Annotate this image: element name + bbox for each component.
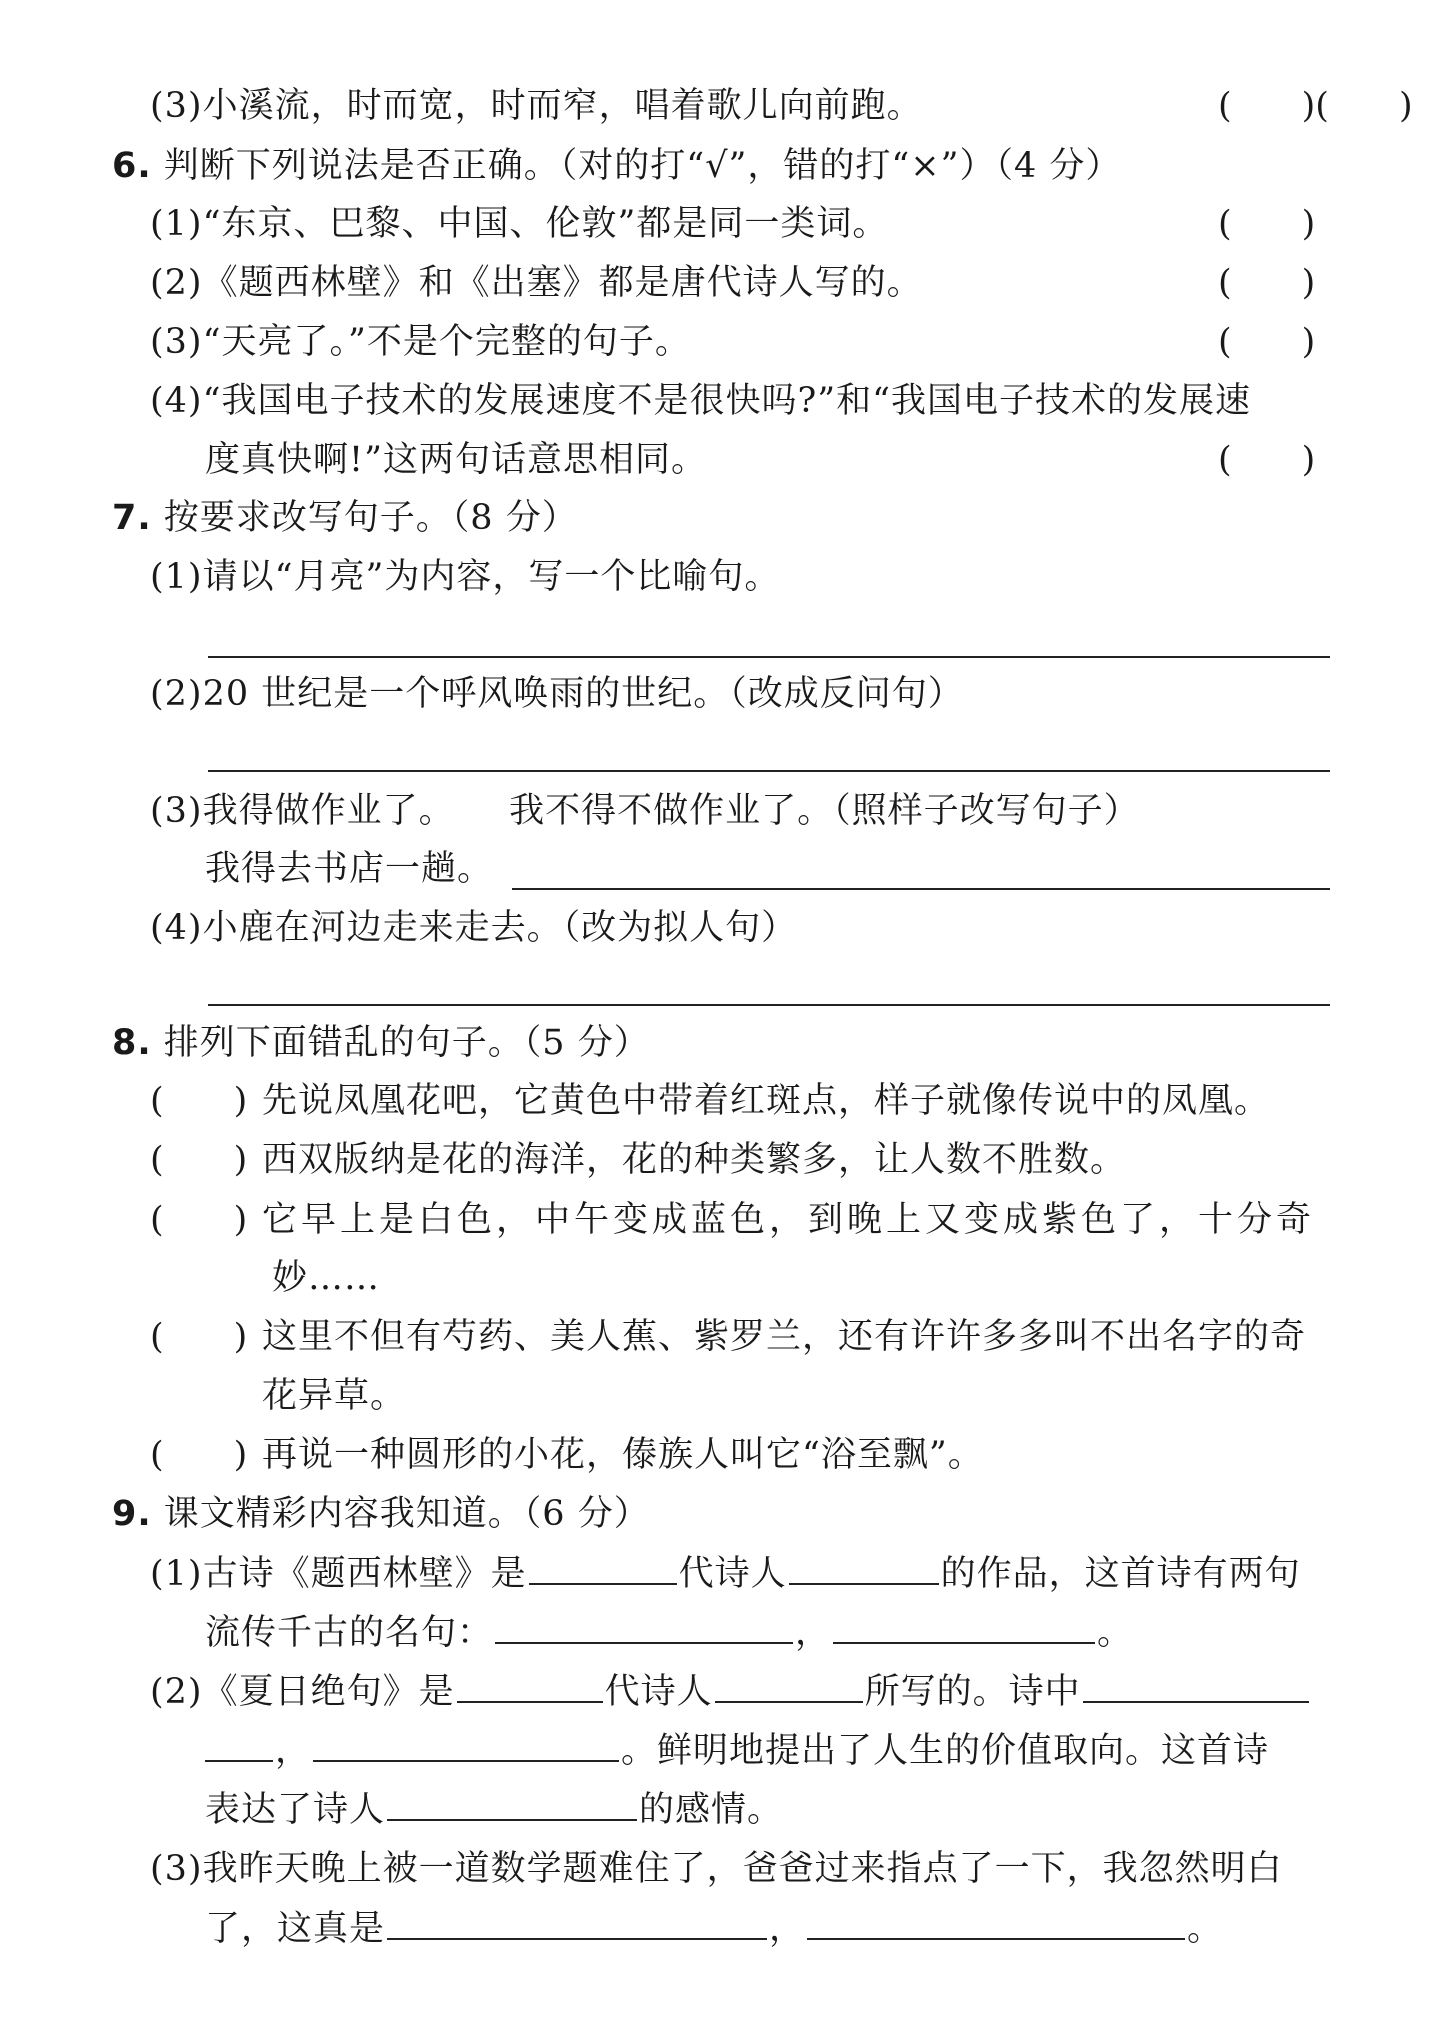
q6-item-4-continuation: 度真快啊!”这两句话意思相同。 bbox=[205, 440, 707, 480]
q9-item-3-proverb-1-blank[interactable] bbox=[387, 1904, 767, 1940]
q8-item-3-continuation: 妙…… bbox=[272, 1258, 381, 1298]
q7-item-3-answer-line[interactable] bbox=[512, 888, 1330, 890]
q5-item-3-text: (3)小溪流，时而宽，时而窄，唱着歌儿向前跑。 bbox=[150, 86, 923, 126]
q6-number: 6. bbox=[112, 146, 152, 186]
q9-item-2-part-g: 的感情。 bbox=[639, 1790, 784, 1830]
q9-item-2-line-2 bbox=[205, 1726, 1269, 1775]
q9-item-2-part-c: 所写的。诗中 bbox=[864, 1672, 1081, 1712]
q8-item-5-order-parens[interactable]: ( ) bbox=[150, 1435, 248, 1475]
q7-item-4-answer-line[interactable] bbox=[208, 1004, 1330, 1006]
q8-item-1-text: 先说凤凰花吧，它黄色中带着红斑点，样子就像传说中的凤凰。 bbox=[262, 1081, 1271, 1121]
q9-item-2-line-1 bbox=[150, 1667, 1311, 1716]
q6-heading bbox=[112, 142, 1121, 190]
q9-item-2-verse-blank-end[interactable] bbox=[205, 1726, 273, 1762]
q6-item-2-text: (2)《题西林壁》和《出塞》都是唐代诗人写的。 bbox=[150, 263, 923, 303]
q8-item-2-text: 西双版纳是花的海洋，花的种类繁多，让人数不胜数。 bbox=[262, 1140, 1127, 1180]
q8-number: 8. bbox=[112, 1023, 152, 1063]
q9-item-3-line-2 bbox=[205, 1904, 1223, 1953]
q6-item-2-answer-parens[interactable]: ( ) bbox=[1218, 263, 1316, 303]
q8-heading bbox=[112, 1019, 650, 1067]
q9-item-2-line-3 bbox=[205, 1785, 783, 1834]
q7-item-2-answer-line[interactable] bbox=[208, 770, 1330, 772]
q6-title: 判断下列说法是否正确。（对的打“√”，错的打“×”）（4 分） bbox=[163, 146, 1122, 186]
q8-item-3-order-parens[interactable]: ( ) bbox=[150, 1200, 248, 1240]
q9-item-1-part-f: 。 bbox=[1097, 1613, 1134, 1653]
q9-item-2-part-d: ， bbox=[275, 1731, 312, 1771]
q6-item-1-answer-parens[interactable]: ( ) bbox=[1218, 204, 1316, 244]
q9-item-1-dynasty-blank[interactable] bbox=[529, 1549, 677, 1585]
q9-item-3-line-1: (3)我昨天晚上被一道数学题难住了，爸爸过来指点了一下，我忽然明白 bbox=[150, 1849, 1283, 1889]
q9-item-2-part-e: 。鲜明地提出了人生的价值取向。这首诗 bbox=[621, 1731, 1270, 1771]
q9-item-1-part-c: 的作品，这首诗有两句 bbox=[940, 1554, 1301, 1594]
q6-item-1-text: (1)“东京、巴黎、中国、伦敦”都是同一类词。 bbox=[150, 204, 889, 244]
q9-item-1-part-e: ， bbox=[795, 1613, 832, 1653]
q7-title: 按要求改写句子。（8 分） bbox=[163, 498, 578, 538]
q6-item-3-answer-parens[interactable]: ( ) bbox=[1218, 322, 1316, 362]
q9-item-3-part-b: 了，这真是 bbox=[205, 1909, 386, 1949]
q9-item-1-famous-line-2-blank[interactable] bbox=[833, 1608, 1095, 1644]
q9-item-2-poet-blank[interactable] bbox=[715, 1667, 863, 1703]
q9-item-1-line-2 bbox=[205, 1608, 1133, 1657]
q8-item-4-continuation: 花异草。 bbox=[262, 1376, 407, 1416]
q7-item-1-answer-line[interactable] bbox=[208, 656, 1330, 658]
q9-title: 课文精彩内容我知道。（6 分） bbox=[163, 1494, 650, 1534]
q9-item-2-part-a: (2)《夏日绝句》是 bbox=[150, 1672, 455, 1712]
q9-item-1-part-d: 流传千古的名句： bbox=[205, 1613, 494, 1653]
q9-item-1-part-b: 代诗人 bbox=[678, 1554, 787, 1594]
q7-number: 7. bbox=[112, 498, 152, 538]
q7-item-1-text: (1)请以“月亮”为内容，写一个比喻句。 bbox=[150, 557, 781, 597]
q7-item-4-text: (4)小鹿在河边走来走去。（改为拟人句） bbox=[150, 908, 798, 948]
q8-title: 排列下面错乱的句子。（5 分） bbox=[163, 1023, 650, 1063]
q8-item-4-text: 这里不但有芍药、美人蕉、紫罗兰，还有许许多多叫不出名字的奇 bbox=[262, 1317, 1307, 1357]
q9-heading bbox=[112, 1490, 650, 1538]
q6-item-4-text: (4)“我国电子技术的发展速度不是很快吗?”和“我国电子技术的发展速 bbox=[150, 381, 1252, 421]
q9-item-2-part-f: 表达了诗人 bbox=[205, 1790, 386, 1830]
q8-item-5-text: 再说一种圆形的小花，傣族人叫它“浴至飘”。 bbox=[262, 1435, 984, 1475]
q9-item-1-line-1 bbox=[150, 1549, 1301, 1598]
q6-item-3-text: (3)“天亮了。”不是个完整的句子。 bbox=[150, 322, 691, 362]
q8-item-4-order-parens[interactable]: ( ) bbox=[150, 1317, 248, 1357]
q9-item-3-part-d: 。 bbox=[1187, 1909, 1224, 1949]
q9-item-3-proverb-2-blank[interactable] bbox=[807, 1904, 1185, 1940]
q7-item-2-text: (2)20 世纪是一个呼风唤雨的世纪。（改成反问句） bbox=[150, 674, 964, 714]
q9-item-1-famous-line-1-blank[interactable] bbox=[495, 1608, 793, 1644]
q8-item-2-order-parens[interactable]: ( ) bbox=[150, 1140, 248, 1180]
q9-item-2-dynasty-blank[interactable] bbox=[457, 1667, 603, 1703]
q5-item-3-answer-parens[interactable]: ( )( ) bbox=[1218, 86, 1413, 126]
q9-item-2-part-b: 代诗人 bbox=[604, 1672, 713, 1712]
q9-item-2-verse-2-blank[interactable] bbox=[313, 1726, 619, 1762]
q8-item-1-order-parens[interactable]: ( ) bbox=[150, 1081, 248, 1121]
q9-item-2-verse-blank-start[interactable] bbox=[1083, 1667, 1309, 1703]
q9-number: 9. bbox=[112, 1494, 152, 1534]
q7-item-3-prompt: 我得去书店一趟。 bbox=[205, 849, 494, 889]
q6-item-4-answer-parens[interactable]: ( ) bbox=[1218, 440, 1316, 480]
q9-item-3-part-c: ， bbox=[769, 1909, 806, 1949]
q7-item-3-text: (3)我得做作业了。 我不得不做作业了。（照样子改写句子） bbox=[150, 791, 1140, 831]
q9-item-2-feeling-blank[interactable] bbox=[387, 1785, 637, 1821]
q7-heading bbox=[112, 494, 578, 542]
q8-item-3-text: 它早上是白色，中午变成蓝色，到晚上又变成紫色了，十分奇 bbox=[262, 1200, 1316, 1240]
q9-item-1-part-a: (1)古诗《题西林壁》是 bbox=[150, 1554, 527, 1594]
q9-item-1-poet-blank[interactable] bbox=[789, 1549, 939, 1585]
